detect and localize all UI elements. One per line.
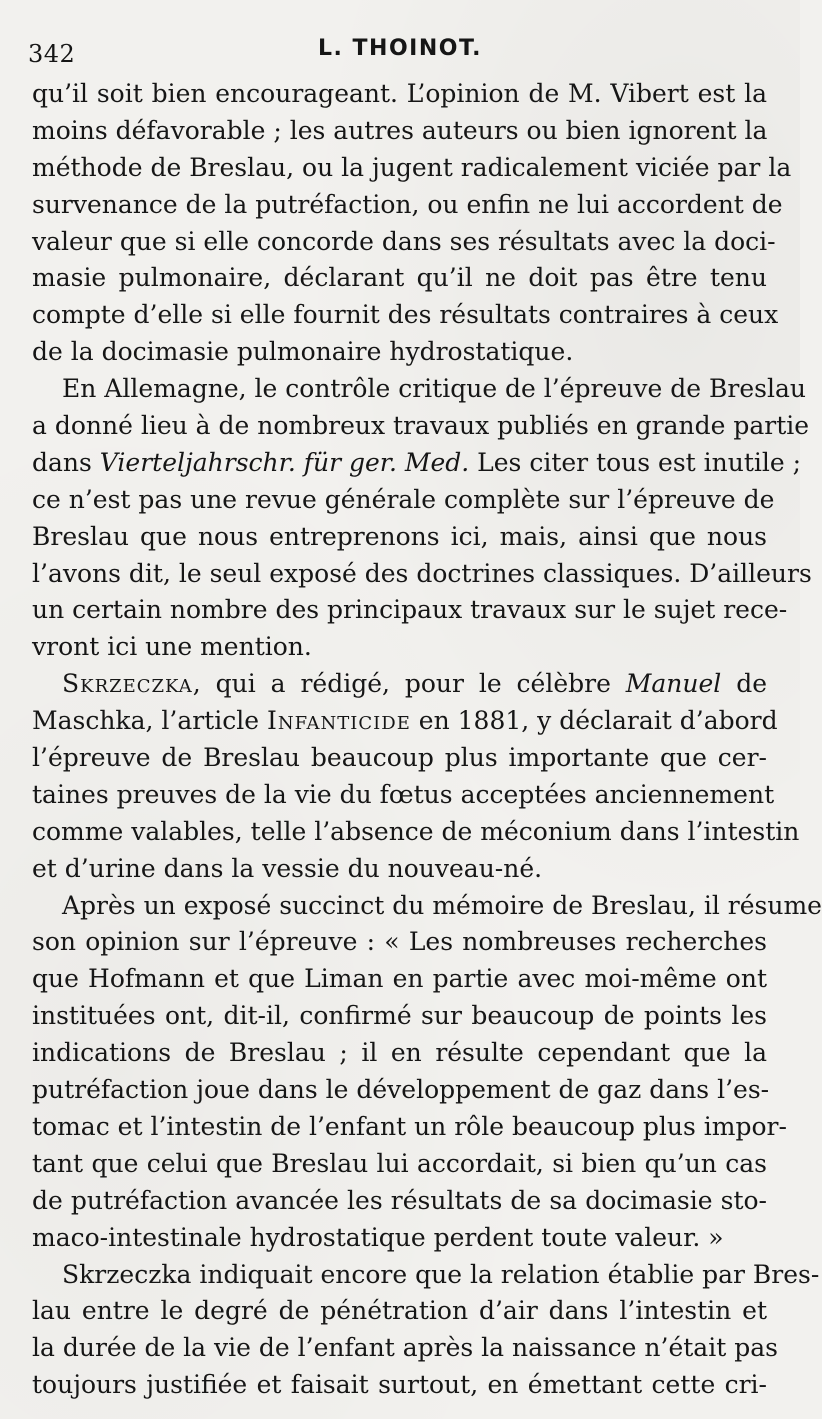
line-segment: taines preuves de la vie du fœtus acceptées anciennement xyxy=(32,779,775,809)
text-line xyxy=(32,408,810,445)
page-header xyxy=(28,34,768,74)
text-line xyxy=(32,113,767,150)
line-segment: tomac et l’intestin de l’enfant un rôle beaucoup plus impor- xyxy=(32,1111,787,1141)
text-line xyxy=(32,556,812,593)
journal-title: Vierteljahrschr. für ger. Med. xyxy=(99,447,470,477)
body-text xyxy=(32,76,822,1404)
author-name: Skrzeczka xyxy=(62,669,193,699)
line-segment: maco-intestinale hydrostatique perdent toute valeur. » xyxy=(32,1222,724,1252)
line-segment: a donné lieu à de nombreux travaux publiés en grande partie xyxy=(32,411,810,441)
line-segment: moins défavorable ; les autres auteurs ou bien ignorent la xyxy=(32,115,768,145)
line-segment: Après un exposé succinct du mémoire de Breslau, il résume xyxy=(62,890,822,920)
line-segment: qu’il soit bien encourageant. L’opinion de M. Vibert est la xyxy=(32,79,767,108)
line-segment: En Allemagne, le contrôle critique de l’épreuve de Breslau xyxy=(62,374,806,404)
running-title: L. THOINOT. xyxy=(318,36,482,61)
line-segment: compte d’elle si elle fournit des résultats contraires à ceux xyxy=(32,300,779,330)
text-line xyxy=(32,76,767,113)
line-segment: lau entre le degré de pénétration d’air dans l’intestin et xyxy=(32,1296,767,1326)
line-segment: l’avons dit, le seul exposé des doctrines classiques. D’ailleurs xyxy=(32,558,812,588)
text-line xyxy=(32,851,767,888)
text-line xyxy=(32,371,806,408)
text-line xyxy=(32,445,802,482)
text-line xyxy=(32,224,776,261)
text-line xyxy=(32,777,775,814)
text-line xyxy=(32,1257,820,1294)
line-segment: survenance de la putréfaction, ou enfin ne lui accordent de xyxy=(32,189,783,219)
text-line xyxy=(32,1146,767,1183)
text-line xyxy=(32,1109,787,1146)
text-line xyxy=(32,187,783,224)
text-line xyxy=(32,1293,767,1330)
article-title: Infanticide xyxy=(266,706,411,736)
text-line xyxy=(32,482,775,519)
line-segment: tant que celui que Breslau lui accordait, si bien qu’un cas xyxy=(32,1148,767,1178)
text-line xyxy=(32,297,779,334)
text-line xyxy=(32,260,767,297)
line-segment: méthode de Breslau, ou la jugent radicalement viciée par la xyxy=(32,152,792,182)
line-segment: dans xyxy=(32,447,100,477)
text-line xyxy=(32,1330,778,1367)
line-segment: ce n’est pas une revue générale complète sur l’épreuve de xyxy=(32,484,775,514)
line-segment: que Hofmann et que Liman en partie avec moi-même ont xyxy=(32,964,767,994)
line-segment: un certain nombre des principaux travaux sur le sujet rece- xyxy=(32,595,788,625)
line-segment: comme valables, telle l’absence de méconium dans l’intestin xyxy=(32,816,800,846)
text-line xyxy=(32,334,767,371)
text-line xyxy=(32,961,767,998)
text-line xyxy=(32,1035,767,1072)
line-segment: masie pulmonaire, déclarant qu’il ne doit pas être tenu xyxy=(32,263,767,293)
line-segment: indications de Breslau ; il en résulte cependant que la xyxy=(32,1038,767,1068)
line-segment: toujours justifiée et faisait surtout, en émettant cette cri- xyxy=(32,1370,767,1400)
text-line xyxy=(32,998,767,1035)
text-line xyxy=(32,1367,767,1404)
line-segment: vront ici une mention. xyxy=(32,632,312,662)
line-segment: Maschka, l’article xyxy=(32,706,267,736)
text-line xyxy=(32,888,822,925)
line-segment: valeur que si elle concorde dans ses résultats avec la doci- xyxy=(32,226,776,256)
text-line xyxy=(32,703,778,740)
line-segment: , qui a rédigé, pour le célèbre xyxy=(192,669,626,699)
text-line xyxy=(32,519,767,556)
line-segment: la durée de la vie de l’enfant après la naissance n’était pas xyxy=(32,1333,778,1363)
text-line xyxy=(32,1183,767,1220)
line-segment: Skrzeczka indiquait encore que la relation établie par Bres- xyxy=(62,1259,820,1289)
text-line xyxy=(32,1072,770,1109)
text-line xyxy=(32,592,788,629)
line-segment: en 1881, y déclarait d’abord xyxy=(410,706,778,736)
line-segment: instituées ont, dit-il, confirmé sur beaucoup de points les xyxy=(32,1001,767,1031)
book-title: Manuel xyxy=(625,669,722,699)
line-segment: son opinion sur l’épreuve : « Les nombreuses recherches xyxy=(32,927,767,957)
line-segment: Breslau que nous entreprenons ici, mais, ainsi que nous xyxy=(32,521,767,551)
text-line xyxy=(32,150,792,187)
text-line xyxy=(32,924,767,961)
text-line xyxy=(32,666,767,703)
line-segment: Les citer tous est inutile ; xyxy=(469,447,802,477)
line-segment: de putréfaction avancée les résultats de sa docimasie sto- xyxy=(32,1185,767,1215)
line-segment: de xyxy=(721,669,767,699)
text-line xyxy=(32,740,767,777)
text-line xyxy=(32,1220,767,1257)
line-segment: et d’urine dans la vessie du nouveau-né. xyxy=(32,853,543,883)
line-segment: putréfaction joue dans le développement de gaz dans l’es- xyxy=(32,1075,770,1105)
line-segment: de la docimasie pulmonaire hydrostatique. xyxy=(32,337,574,367)
text-line xyxy=(32,814,800,851)
line-segment: l’épreuve de Breslau beaucoup plus importante que cer- xyxy=(32,743,767,773)
page-number: 342 xyxy=(28,40,76,68)
text-line xyxy=(32,629,767,666)
